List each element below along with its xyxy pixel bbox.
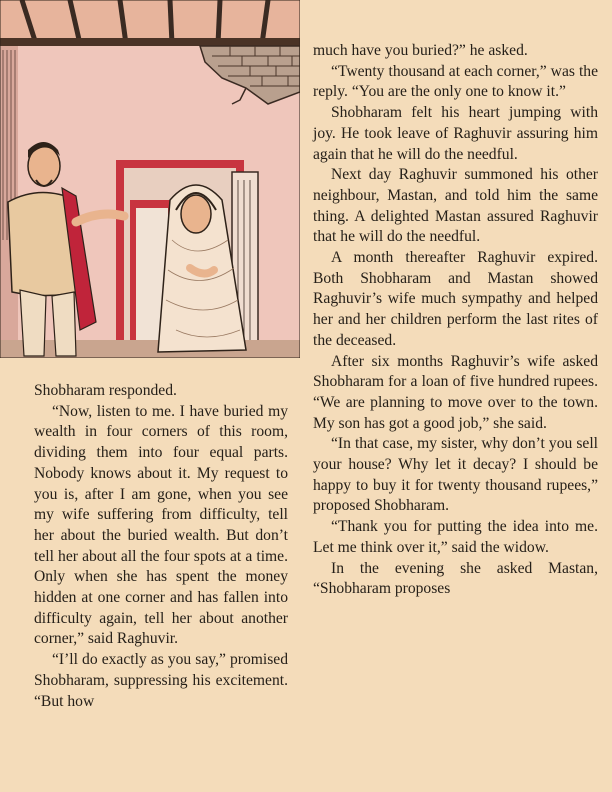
paragraph: Shobharam responded. bbox=[34, 382, 177, 399]
story-illustration bbox=[0, 0, 300, 358]
paragraph: Next day Raghuvir summoned his other neighbour, Mastan, and told him the same thing. A delighted Mastan assured Raghuvir that he will do the needful. bbox=[313, 166, 598, 246]
paragraph: “Twenty thousand at each corner,” was the reply. “You are the only one to know it.” bbox=[313, 62, 598, 101]
right-text-column bbox=[313, 41, 598, 600]
paragraph: “I’ll do exactly as you say,” promised Shobharam, suppressing his excitement. “But how bbox=[34, 651, 288, 710]
paragraph: Shobharam felt his heart jumping with joy. He took leave of Raghuvir assuring him again that he will do the needful. bbox=[313, 104, 598, 163]
illustration-drawing bbox=[0, 0, 300, 358]
left-text-column bbox=[34, 381, 288, 712]
paragraph: After six months Raghuvir’s wife asked Shobharam for a loan of five hundred rupees. “We are planning to move over to the town. My son has got a good job,” she said. bbox=[313, 352, 598, 432]
paragraph: “Thank you for putting the idea into me. Let me think over it,” said the widow. bbox=[313, 518, 598, 556]
paragraph: In the evening she asked Mastan, “Shobharam proposes bbox=[313, 559, 598, 598]
paragraph: “In that case, my sister, why don’t you sell your house? Why let it decay? I should be happy to buy it for twenty thousand rupees,” proposed Shobharam. bbox=[313, 435, 598, 515]
paragraph: much have you buried?” he asked. bbox=[313, 42, 528, 59]
paragraph: A month thereafter Raghuvir expired. Both Shobharam and Mastan showed Raghuvir’s wife much sympathy and helped her and her children perform the last rites of the deceased. bbox=[313, 249, 598, 349]
paragraph: “Now, listen to me. I have buried my wealth in four corners of this room, dividing them into four equal parts. Nobody knows about it. My request to you is, after I am gone, when you see my wife suffering from difficulty, tell her about the buried wealth. But don’t tell her about all the four spots at a time. Only when she has spent the money hidden at one corner and has fallen into difficulty again, tell her about another corner,” said Raghuvir. bbox=[34, 402, 288, 648]
